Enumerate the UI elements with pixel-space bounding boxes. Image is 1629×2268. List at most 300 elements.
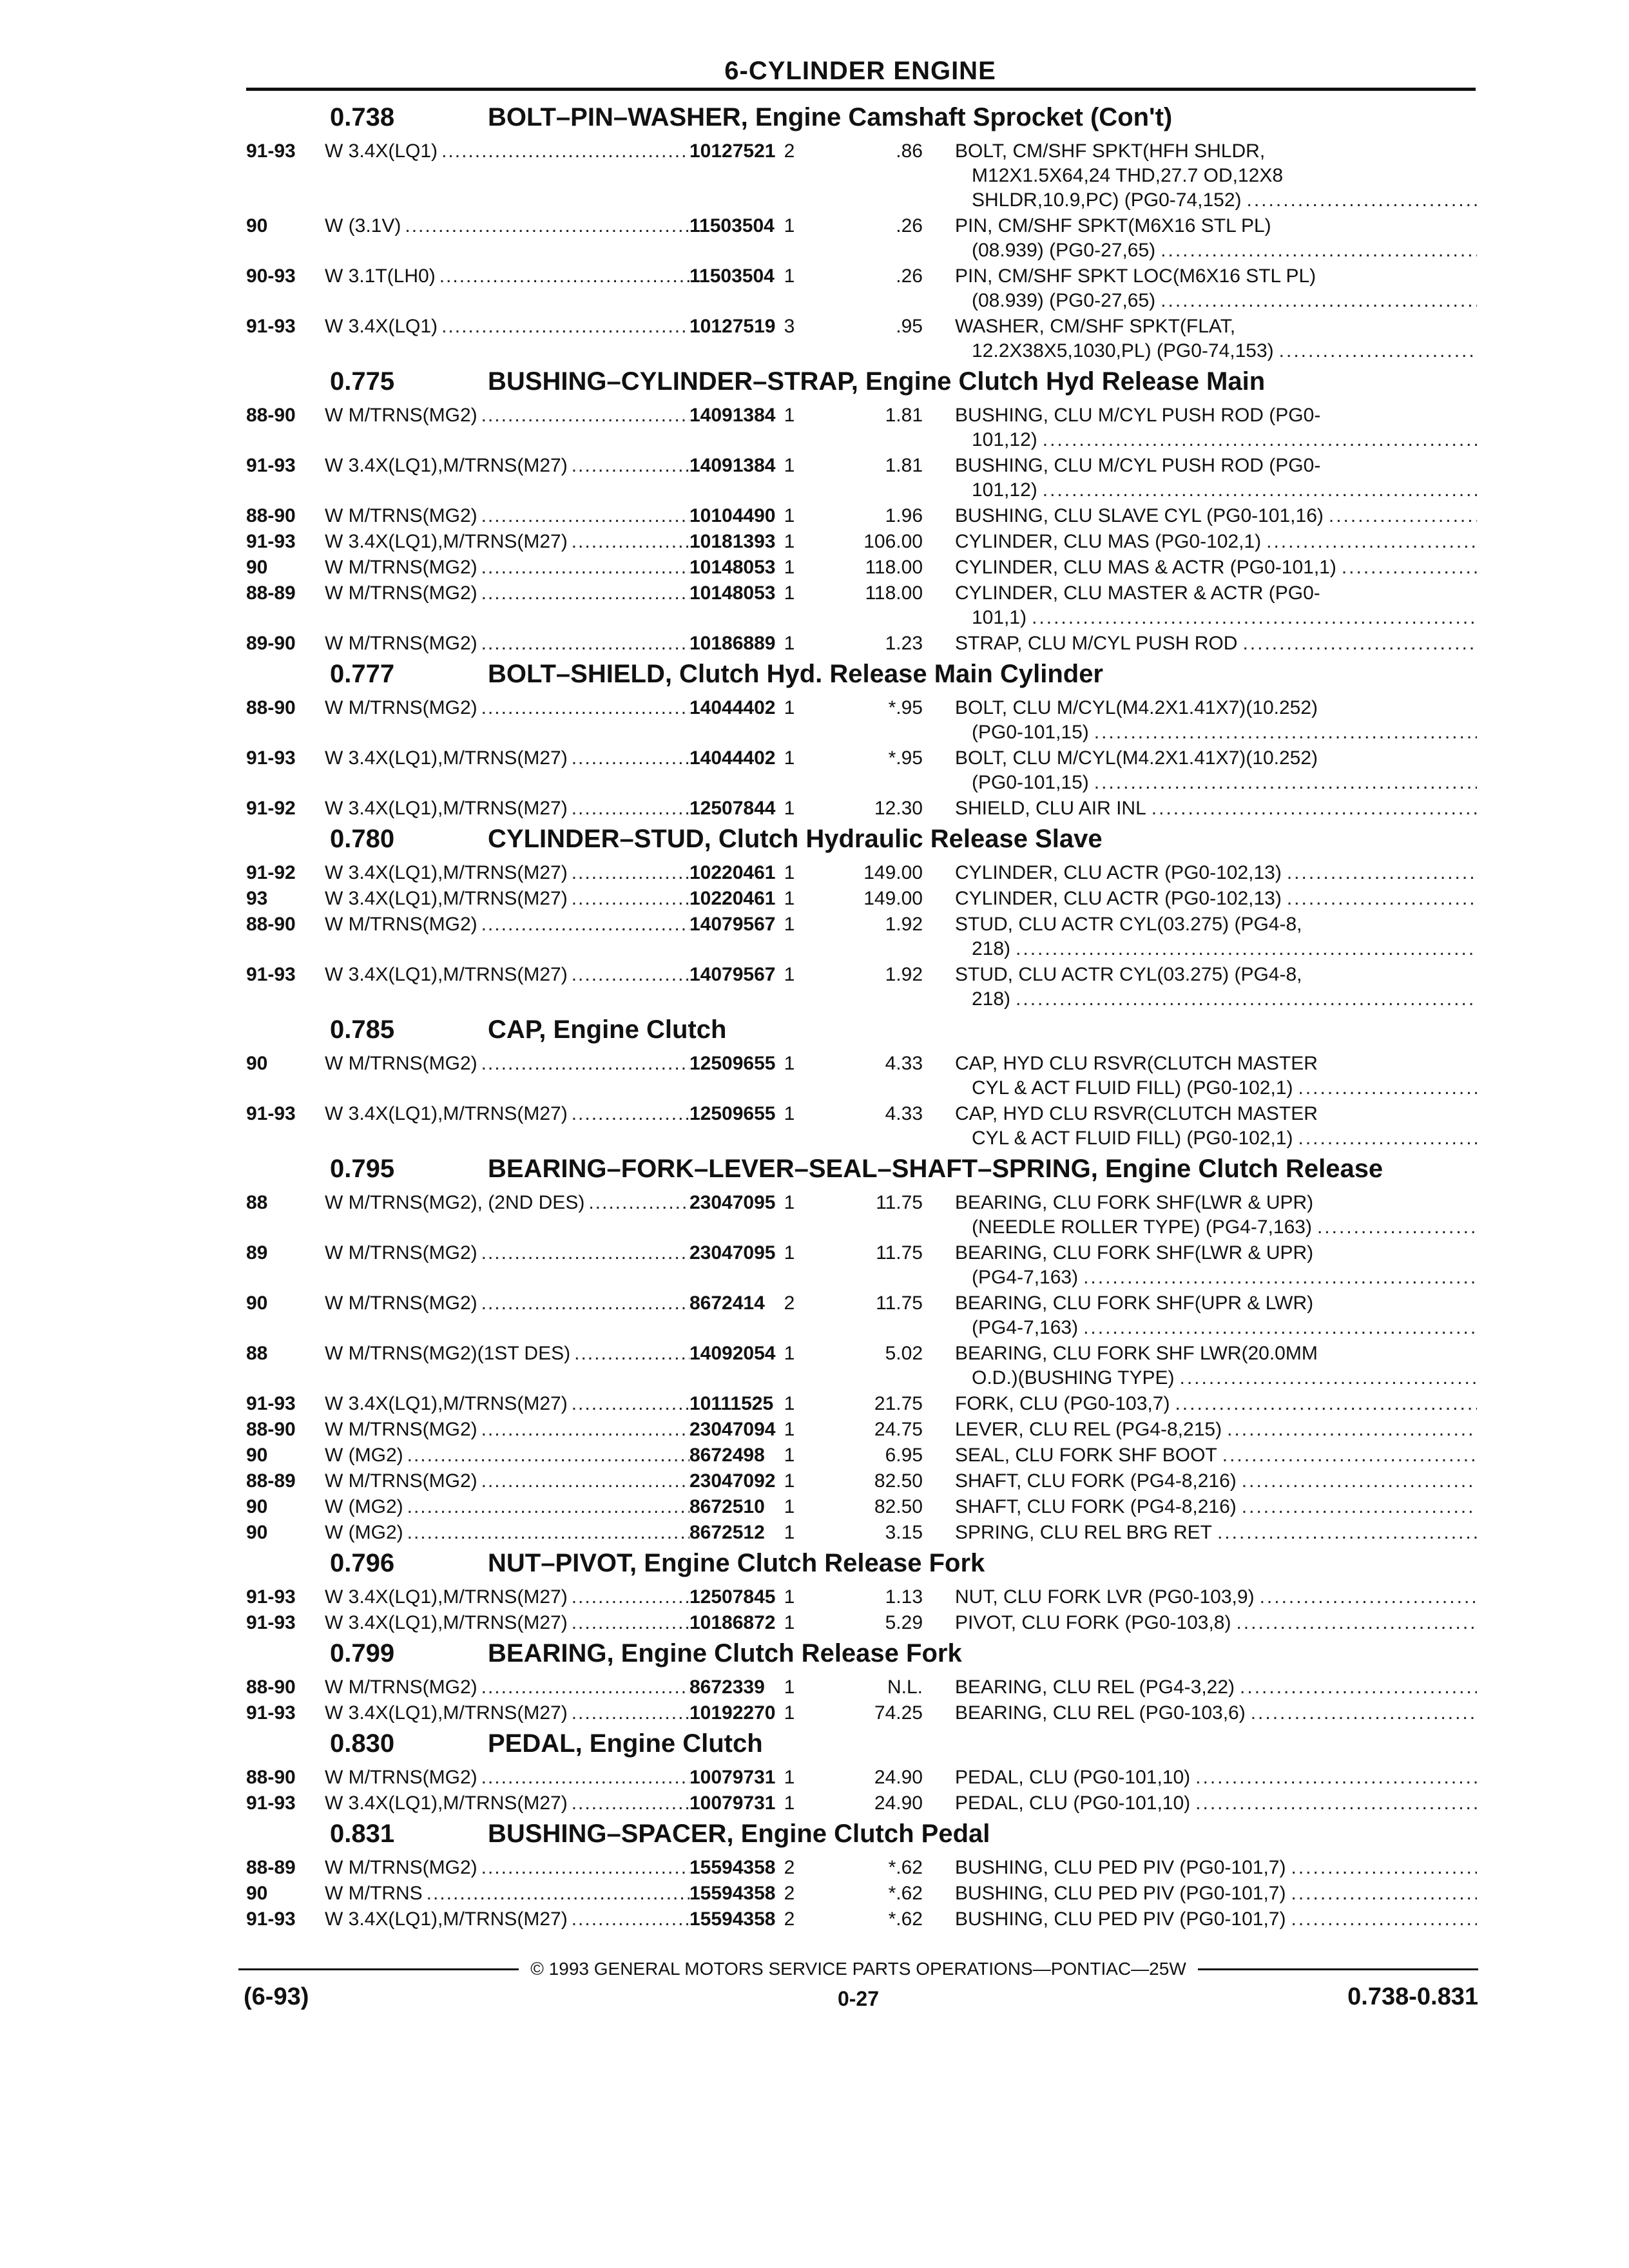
part-number: 12507844 — [689, 798, 776, 819]
model-years: 90 — [246, 1293, 268, 1314]
description-text: 101,12) — [972, 479, 1037, 501]
description-line — [955, 987, 1477, 1012]
usage-cell — [325, 403, 689, 452]
usage-cell — [325, 1856, 689, 1880]
dot-leader — [1217, 1443, 1477, 1468]
model-years: 89-90 — [246, 633, 296, 654]
usage-cell — [325, 581, 689, 630]
quantity: 1 — [784, 265, 795, 287]
model-years: 88-90 — [246, 405, 296, 426]
model-years: 90 — [246, 557, 268, 578]
dot-leader — [568, 1791, 689, 1816]
part-row — [246, 631, 1477, 656]
description-line — [955, 1341, 1477, 1366]
dot-leader — [477, 1675, 689, 1700]
usage-cell — [325, 1102, 689, 1151]
usage-cell — [325, 1907, 689, 1932]
description-line — [955, 139, 1477, 164]
description-line — [955, 581, 1477, 606]
section-number: 0.785 — [330, 1015, 395, 1044]
description-text: BUSHING, CLU PED PIV (PG0-101,7) — [955, 1883, 1286, 1904]
dot-leader — [1242, 188, 1477, 213]
usage-text: W 3.4X(LQ1),M/TRNS(M27) — [325, 862, 568, 883]
part-row — [246, 1521, 1477, 1545]
part-number: 10181393 — [689, 531, 776, 552]
description — [929, 214, 1477, 263]
price: .26 — [896, 265, 923, 287]
description-text: CYLINDER, CLU ACTR (PG0-102,13) — [955, 888, 1282, 909]
model-years: 91-93 — [246, 1393, 296, 1414]
description — [929, 1611, 1477, 1635]
section-number: 0.738 — [330, 103, 395, 131]
quantity: 1 — [784, 1496, 795, 1517]
model-years: 91-93 — [246, 316, 296, 337]
description — [929, 1765, 1477, 1790]
dot-leader — [477, 504, 689, 528]
price: 24.90 — [874, 1792, 923, 1814]
dot-leader — [1037, 478, 1477, 503]
part-row — [246, 1392, 1477, 1416]
part-number: 11503504 — [689, 215, 775, 236]
description-line — [955, 214, 1477, 238]
catalog-section — [246, 365, 1477, 656]
dot-leader — [403, 1443, 689, 1468]
part-row — [246, 861, 1477, 885]
usage-cell — [325, 963, 689, 1012]
section-number: 0.780 — [330, 825, 395, 853]
description-text: STUD, CLU ACTR CYL(03.275) (PG4-8, — [955, 914, 1302, 935]
part-row — [246, 1611, 1477, 1635]
usage-cell — [325, 1701, 689, 1725]
usage-cell — [325, 1418, 689, 1442]
part-row — [246, 314, 1477, 363]
header-rule — [246, 88, 1476, 91]
usage-cell — [325, 1443, 689, 1468]
usage-cell — [325, 1469, 689, 1494]
dot-leader — [1146, 796, 1477, 821]
quantity: 1 — [784, 1677, 795, 1698]
usage-cell — [325, 454, 689, 503]
description-line — [955, 1585, 1477, 1610]
usage-cell — [325, 1881, 689, 1906]
model-years: 91-93 — [246, 747, 296, 769]
dot-leader — [1261, 530, 1477, 554]
usage-text: W 3.4X(LQ1),M/TRNS(M27) — [325, 1702, 568, 1724]
description — [929, 963, 1477, 1012]
description-text: PEDAL, CLU (PG0-101,10) — [955, 1792, 1191, 1814]
price: 1.92 — [885, 914, 923, 935]
quantity: 1 — [784, 582, 795, 604]
catalog-section — [246, 657, 1477, 821]
usage-text: W 3.4X(LQ1),M/TRNS(M27) — [325, 888, 568, 909]
part-row — [246, 454, 1477, 503]
dot-leader — [477, 1052, 689, 1100]
part-number: 23047095 — [689, 1192, 776, 1213]
quantity: 2 — [784, 1908, 795, 1930]
quantity: 1 — [784, 1343, 795, 1364]
description-text: PIN, CM/SHF SPKT LOC(M6X16 STL PL) — [955, 265, 1316, 287]
section-number: 0.830 — [330, 1729, 395, 1758]
section-heading — [246, 1637, 1477, 1675]
description — [929, 1341, 1477, 1390]
part-row — [246, 1701, 1477, 1725]
price: 149.00 — [863, 862, 923, 883]
usage-text: W M/TRNS(MG2) — [325, 1242, 477, 1264]
quantity: 1 — [784, 455, 795, 476]
usage-text: W M/TRNS(MG2) — [325, 1857, 477, 1878]
usage-cell — [325, 1765, 689, 1790]
usage-text: W M/TRNS(MG2), (2ND DES) — [325, 1192, 585, 1213]
description-text: (08.939) (PG0-27,65) — [972, 240, 1156, 261]
quantity: 2 — [784, 1857, 795, 1878]
part-number: 10104490 — [689, 505, 776, 526]
dot-leader — [1010, 987, 1477, 1012]
description-line — [955, 164, 1477, 188]
usage-cell — [325, 1052, 689, 1100]
description-text: (PG4-7,163) — [972, 1267, 1079, 1288]
section-title: BOLT–PIN–WASHER, Engine Camshaft Sprocket (Con't) — [488, 103, 1173, 131]
dot-leader — [1190, 1791, 1477, 1816]
dot-leader — [1170, 1392, 1477, 1416]
dot-leader — [568, 1392, 689, 1416]
footer-rule-left — [238, 1968, 519, 1970]
description-text: CAP, HYD CLU RSVR(CLUTCH MASTER — [955, 1103, 1318, 1124]
catalog-section — [246, 822, 1477, 1012]
usage-cell — [325, 912, 689, 961]
part-row — [246, 264, 1477, 313]
dot-leader — [477, 1469, 689, 1494]
description — [929, 264, 1477, 313]
quantity: 1 — [784, 914, 795, 935]
price: *.62 — [888, 1883, 923, 1904]
description-text: SPRING, CLU REL BRG RET — [955, 1522, 1212, 1543]
model-years: 88-90 — [246, 697, 296, 718]
description-line — [955, 289, 1477, 313]
dot-leader — [568, 530, 689, 554]
model-years: 91-93 — [246, 1702, 296, 1724]
usage-text: W M/TRNS(MG2) — [325, 1767, 477, 1788]
part-row — [246, 1418, 1477, 1442]
model-years: 90-93 — [246, 265, 296, 287]
part-number: 23047092 — [689, 1470, 776, 1492]
quantity: 1 — [784, 798, 795, 819]
part-row — [246, 1881, 1477, 1906]
part-number: 15594358 — [689, 1857, 776, 1878]
price: 4.33 — [885, 1103, 923, 1124]
usage-cell — [325, 746, 689, 795]
description-text: BOLT, CLU M/CYL(M4.2X1.41X7)(10.252) — [955, 697, 1318, 718]
description-line — [955, 1611, 1477, 1635]
part-row — [246, 504, 1477, 528]
part-row — [246, 1856, 1477, 1880]
price: 1.13 — [885, 1586, 923, 1608]
part-number: 15594358 — [689, 1908, 776, 1930]
part-row — [246, 1443, 1477, 1468]
model-years: 90 — [246, 1883, 268, 1904]
description — [929, 1102, 1477, 1151]
part-number: 10186872 — [689, 1612, 776, 1633]
price: 118.00 — [865, 582, 923, 604]
description-text: CYLINDER, CLU MAS (PG0-102,1) — [955, 531, 1262, 552]
model-years: 88-90 — [246, 1419, 296, 1440]
description-line — [955, 1265, 1477, 1290]
part-row — [246, 403, 1477, 452]
usage-text: W M/TRNS — [325, 1883, 423, 1904]
description — [929, 696, 1477, 745]
section-number: 0.831 — [330, 1820, 395, 1848]
description-text: SEAL, CLU FORK SHF BOOT — [955, 1445, 1217, 1466]
usage-cell — [325, 1191, 689, 1240]
usage-text: W 3.4X(LQ1),M/TRNS(M27) — [325, 455, 568, 476]
dot-leader — [568, 1701, 689, 1725]
dot-leader — [1212, 1521, 1477, 1545]
description — [929, 1052, 1477, 1100]
quantity: 1 — [784, 697, 795, 718]
description-line — [955, 478, 1477, 503]
quantity: 1 — [784, 215, 795, 236]
dot-leader — [477, 696, 689, 745]
section-title: BUSHING–SPACER, Engine Clutch Pedal — [488, 1820, 990, 1848]
model-years: 88-90 — [246, 1767, 296, 1788]
usage-text: W (MG2) — [325, 1496, 403, 1517]
description-line — [955, 1126, 1477, 1151]
description-line — [955, 631, 1477, 656]
part-row — [246, 1469, 1477, 1494]
part-row — [246, 1241, 1477, 1290]
description-text: SHAFT, CLU FORK (PG4-8,216) — [955, 1470, 1237, 1492]
description-line — [955, 504, 1477, 528]
footer-page-number: 0-27 — [837, 1987, 880, 2010]
model-years: 89 — [246, 1242, 268, 1264]
description — [929, 746, 1477, 795]
quantity: 1 — [784, 1103, 795, 1124]
part-row — [246, 214, 1477, 263]
usage-cell — [325, 631, 689, 656]
part-row — [246, 796, 1477, 821]
part-row — [246, 1791, 1477, 1816]
usage-text: W M/TRNS(MG2) — [325, 1293, 477, 1314]
description-text: CYL & ACT FLUID FILL) (PG0-102,1) — [972, 1128, 1293, 1149]
description-text: BUSHING, CLU PED PIV (PG0-101,7) — [955, 1908, 1286, 1930]
description-text: CYLINDER, CLU MASTER & ACTR (PG0- — [955, 582, 1320, 604]
description-line — [955, 937, 1477, 961]
description-line — [955, 1215, 1477, 1240]
model-years: 91-93 — [246, 1908, 296, 1930]
description — [929, 912, 1477, 961]
dot-leader — [568, 963, 689, 1012]
part-number: 14091384 — [689, 455, 776, 476]
model-years: 91-93 — [246, 531, 296, 552]
description — [929, 887, 1477, 911]
usage-cell — [325, 1291, 689, 1340]
description — [929, 1907, 1477, 1932]
section-title: BOLT–SHIELD, Clutch Hyd. Release Main Cylinder — [488, 660, 1103, 688]
dot-leader — [1155, 289, 1477, 313]
part-number: 10127521 — [689, 140, 776, 162]
part-row — [246, 887, 1477, 911]
model-years: 91-93 — [246, 140, 296, 162]
footer-bottom — [238, 1983, 1478, 2022]
usage-cell — [325, 1521, 689, 1545]
dot-leader — [436, 264, 689, 313]
description-line — [955, 530, 1477, 554]
dot-leader — [568, 1907, 689, 1932]
model-years: 91-93 — [246, 1612, 296, 1633]
catalog-section — [246, 101, 1477, 363]
catalog-section — [246, 1152, 1477, 1545]
part-number: 10111525 — [689, 1393, 774, 1414]
part-number: 12507845 — [689, 1586, 776, 1608]
quantity: 1 — [784, 531, 795, 552]
section-heading — [246, 1817, 1477, 1856]
catalog-section — [246, 1637, 1477, 1725]
description-text: PIN, CM/SHF SPKT(M6X16 STL PL) — [955, 215, 1271, 236]
description-line — [955, 1907, 1477, 1932]
quantity: 1 — [784, 405, 795, 426]
usage-text: W 3.4X(LQ1),M/TRNS(M27) — [325, 1908, 568, 1930]
description — [929, 1585, 1477, 1610]
price: 12.30 — [874, 798, 923, 819]
dot-leader — [1274, 339, 1477, 363]
description-line — [955, 454, 1477, 478]
description-text: (PG4-7,163) — [972, 1317, 1079, 1338]
description-text: BUSHING, CLU SLAVE CYL (PG0-101,16) — [955, 505, 1324, 526]
price: 82.50 — [874, 1496, 923, 1517]
dot-leader — [1282, 861, 1477, 885]
usage-cell — [325, 555, 689, 580]
part-row — [246, 696, 1477, 745]
part-number: 14091384 — [689, 405, 776, 426]
description-line — [955, 1291, 1477, 1316]
description — [929, 1881, 1477, 1906]
part-row — [246, 1291, 1477, 1340]
quantity: 2 — [784, 140, 795, 162]
description-line — [955, 720, 1477, 745]
dot-leader — [438, 314, 689, 363]
dot-leader — [477, 1418, 689, 1442]
description — [929, 530, 1477, 554]
section-title: BEARING, Engine Clutch Release Fork — [488, 1639, 962, 1667]
model-years: 91-93 — [246, 1586, 296, 1608]
dot-leader — [1237, 631, 1477, 656]
description — [929, 403, 1477, 452]
description-line — [955, 1102, 1477, 1126]
price: 1.23 — [885, 633, 923, 654]
price: 1.96 — [885, 505, 923, 526]
page-title: 6-CYLINDER ENGINE — [724, 57, 996, 85]
part-number: 10220461 — [689, 862, 776, 883]
dot-leader — [477, 1765, 689, 1790]
description-line — [955, 1418, 1477, 1442]
footer-rule-right — [1198, 1968, 1478, 1970]
description-line — [955, 1076, 1477, 1100]
quantity: 1 — [784, 1419, 795, 1440]
page-footer — [238, 1959, 1478, 2022]
description-line — [955, 746, 1477, 771]
section-number: 0.777 — [330, 660, 395, 688]
description — [929, 1521, 1477, 1545]
footer-copyright-line — [238, 1959, 1478, 1979]
usage-text: W 3.4X(LQ1) — [325, 316, 438, 337]
section-heading — [246, 1013, 1477, 1052]
part-row — [246, 1341, 1477, 1390]
dot-leader — [1190, 1765, 1477, 1790]
usage-text: W 3.4X(LQ1),M/TRNS(M27) — [325, 964, 568, 985]
description-line — [955, 771, 1477, 795]
quantity: 1 — [784, 505, 795, 526]
usage-cell — [325, 1241, 689, 1290]
usage-cell — [325, 1675, 689, 1700]
dot-leader — [1078, 1265, 1477, 1290]
price: 118.00 — [865, 557, 923, 578]
dot-leader — [568, 454, 689, 503]
description-line — [955, 796, 1477, 821]
section-number: 0.796 — [330, 1549, 395, 1577]
price: 149.00 — [863, 888, 923, 909]
dot-leader — [1089, 720, 1477, 745]
usage-cell — [325, 796, 689, 821]
dot-leader — [477, 1291, 689, 1340]
part-number: 15594358 — [689, 1883, 776, 1904]
model-years: 90 — [246, 215, 268, 236]
model-years: 91-93 — [246, 964, 296, 985]
description-text: BEARING, CLU FORK SHF(UPR & LWR) — [955, 1293, 1314, 1314]
quantity: 1 — [784, 1792, 795, 1814]
description — [929, 1392, 1477, 1416]
description-line — [955, 1765, 1477, 1790]
price: 11.75 — [876, 1293, 923, 1314]
dot-leader — [568, 887, 689, 911]
part-row — [246, 1495, 1477, 1519]
description-text: BOLT, CM/SHF SPKT(HFH SHLDR, — [955, 140, 1266, 162]
usage-text: W M/TRNS(MG2) — [325, 1677, 477, 1698]
price: 11.75 — [876, 1242, 923, 1264]
section-title: CAP, Engine Clutch — [488, 1015, 727, 1044]
dot-leader — [477, 1241, 689, 1290]
usage-text: W 3.1T(LH0) — [325, 265, 436, 287]
usage-cell — [325, 696, 689, 745]
usage-text: W (3.1V) — [325, 215, 401, 236]
dot-leader — [1324, 504, 1477, 528]
description — [929, 1241, 1477, 1290]
catalog-section — [246, 1727, 1477, 1816]
section-number: 0.795 — [330, 1155, 395, 1183]
description-line — [955, 428, 1477, 452]
dot-leader — [568, 796, 689, 821]
description — [929, 504, 1477, 528]
price: N.L. — [887, 1677, 923, 1698]
dot-leader — [477, 555, 689, 580]
part-number: 11503504 — [689, 265, 775, 287]
model-years: 91-93 — [246, 1103, 296, 1124]
section-title: NUT–PIVOT, Engine Clutch Release Fork — [488, 1549, 985, 1577]
description-line — [955, 1366, 1477, 1390]
price: *.62 — [888, 1908, 923, 1930]
model-years: 91-92 — [246, 862, 296, 883]
usage-cell — [325, 214, 689, 263]
price: .86 — [896, 140, 923, 162]
part-row — [246, 139, 1477, 213]
price: 24.90 — [874, 1767, 923, 1788]
part-row — [246, 555, 1477, 580]
description-text: PEDAL, CLU (PG0-101,10) — [955, 1767, 1191, 1788]
model-years: 90 — [246, 1053, 268, 1074]
price: 106.00 — [863, 531, 923, 552]
usage-cell — [325, 861, 689, 885]
dot-leader — [1286, 1856, 1478, 1880]
description-text: BEARING, CLU FORK SHF(LWR & UPR) — [955, 1242, 1314, 1264]
usage-text: W M/TRNS(MG2)(1ST DES) — [325, 1343, 571, 1364]
